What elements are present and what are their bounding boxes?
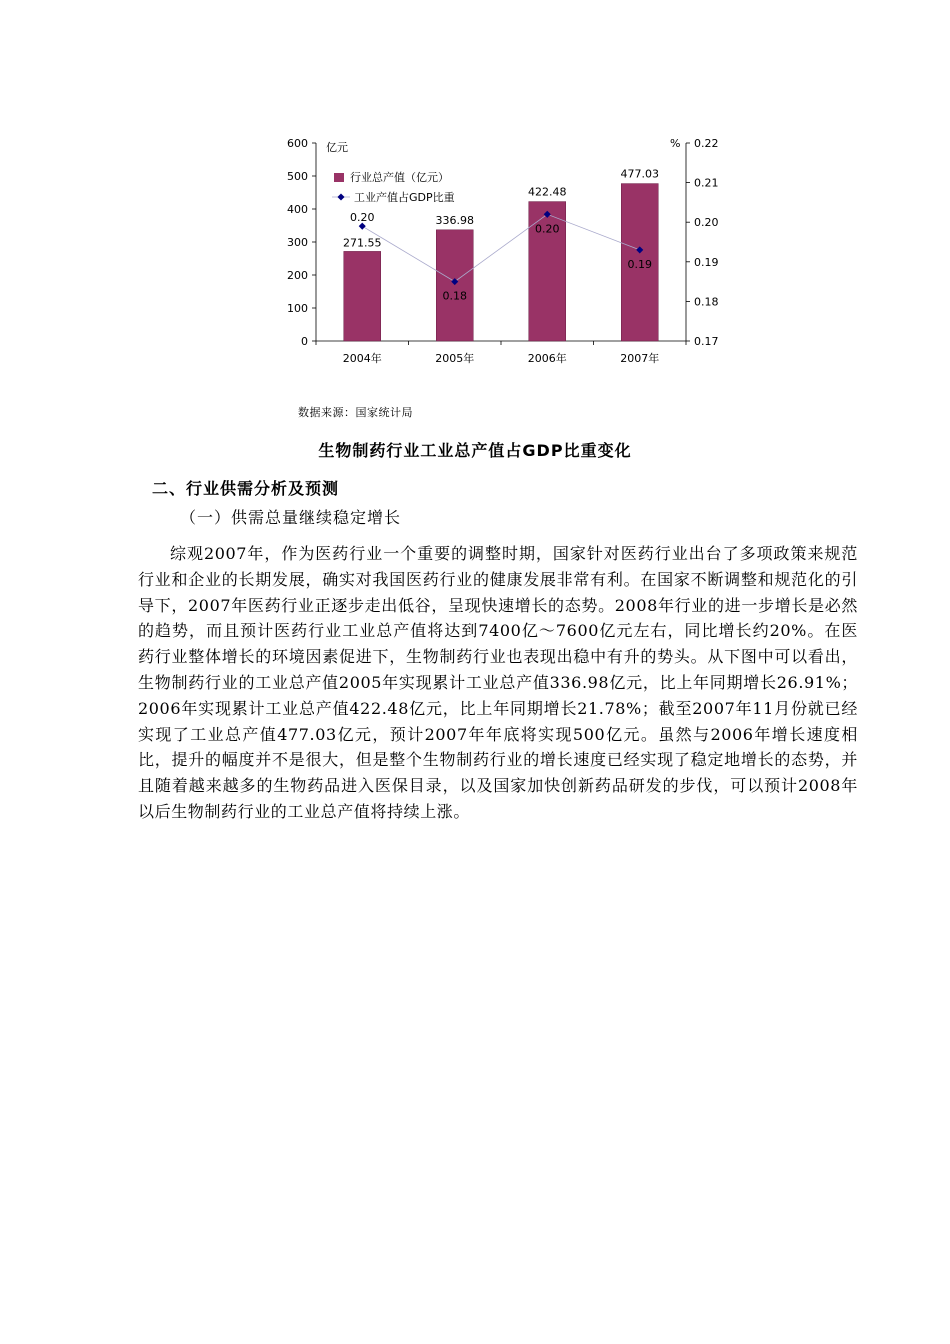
right-tick-label: 0.20 xyxy=(694,216,719,230)
bar-value-label: 336.98 xyxy=(435,213,474,227)
bar xyxy=(436,230,473,341)
right-tick-label: 0.21 xyxy=(694,176,719,190)
section-heading: 二、行业供需分析及预测 xyxy=(152,479,340,498)
line-value-label: 0.18 xyxy=(442,289,467,303)
left-tick-label: 0 xyxy=(301,335,308,348)
right-axis-unit: % xyxy=(670,137,681,150)
right-tick-label: 0.18 xyxy=(694,295,719,309)
x-tick-label: 2007年 xyxy=(620,352,660,365)
left-tick-label: 500 xyxy=(287,170,308,183)
legend-bar-label: 行业总产值（亿元） xyxy=(350,171,449,184)
share-line xyxy=(362,214,640,281)
left-tick-label: 400 xyxy=(287,203,308,216)
legend-line-label: 工业产值占GDP比重 xyxy=(354,191,455,204)
right-tick-label: 0.19 xyxy=(694,255,719,269)
gdp-share-chart xyxy=(270,125,750,375)
bar-value-label: 422.48 xyxy=(528,185,567,199)
right-tick-label: 0.22 xyxy=(694,137,719,150)
line-value-label: 0.19 xyxy=(627,257,652,271)
legend-line-marker xyxy=(337,193,344,200)
bar xyxy=(344,251,381,341)
left-tick-label: 200 xyxy=(287,269,308,282)
left-tick-label: 100 xyxy=(287,302,308,315)
body-paragraph: 综观2007年，作为医药行业一个重要的调整时期，国家针对医药行业出台了多项政策来规范行业和企业的长期发展，确实对我国医药行业的健康发展非常有利。在国家不断调整和规范化的引导下，2007年医药行业正逐步走出低谷，呈现快速增长的态势。2008年行业的进一步增长是必然的趋势，而且预计医药行业工业总产值将达到7400亿～7600亿元左右，同比增长约20%。在医药行业整体增长的环境因素促进下，生物制药行业也表现出稳中有升的势头。从下图中可以看出，生物制药行业的工业总产值2005年实现累计工业总产值336.98亿元，比上年同期增长26.91%；2006年实现累计工业总产值422.48亿元，比上年同期增长21.78%；截至2007年11月份就已经实现了工业总产值477.03亿元，预计2007年年底将实现500亿元。虽然与2006年增长速度相比，提升的幅度并不是很大，但是整个生物制药行业的增长速度已经实现了稳定地增长的态势，并且随着越来越多的生物药品进入医保目录，以及国家加快创新药品研发的步伐，可以预计2008年以后生物制药行业的工业总产值将持续上涨。 xyxy=(138,544,858,821)
x-tick-label: 2004年 xyxy=(342,352,382,365)
chart-caption: 生物制药行业工业总产值占GDP比重变化 xyxy=(318,441,632,460)
left-tick-label: 600 xyxy=(287,137,308,150)
line-value-label: 0.20 xyxy=(535,222,560,236)
source-note: 数据来源：国家统计局 xyxy=(298,406,413,419)
bar-value-label: 271.55 xyxy=(343,236,382,250)
left-tick-label: 300 xyxy=(287,236,308,249)
legend-bar-swatch xyxy=(334,173,344,182)
subsection-heading: （一）供需总量继续稳定增长 xyxy=(180,508,402,527)
left-axis-unit: 亿元 xyxy=(326,141,348,154)
bar-value-label: 477.03 xyxy=(620,167,659,181)
right-tick-label: 0.17 xyxy=(694,335,719,348)
line-value-label: 0.20 xyxy=(350,211,375,225)
x-tick-label: 2006年 xyxy=(527,352,567,365)
x-tick-label: 2005年 xyxy=(435,352,475,365)
